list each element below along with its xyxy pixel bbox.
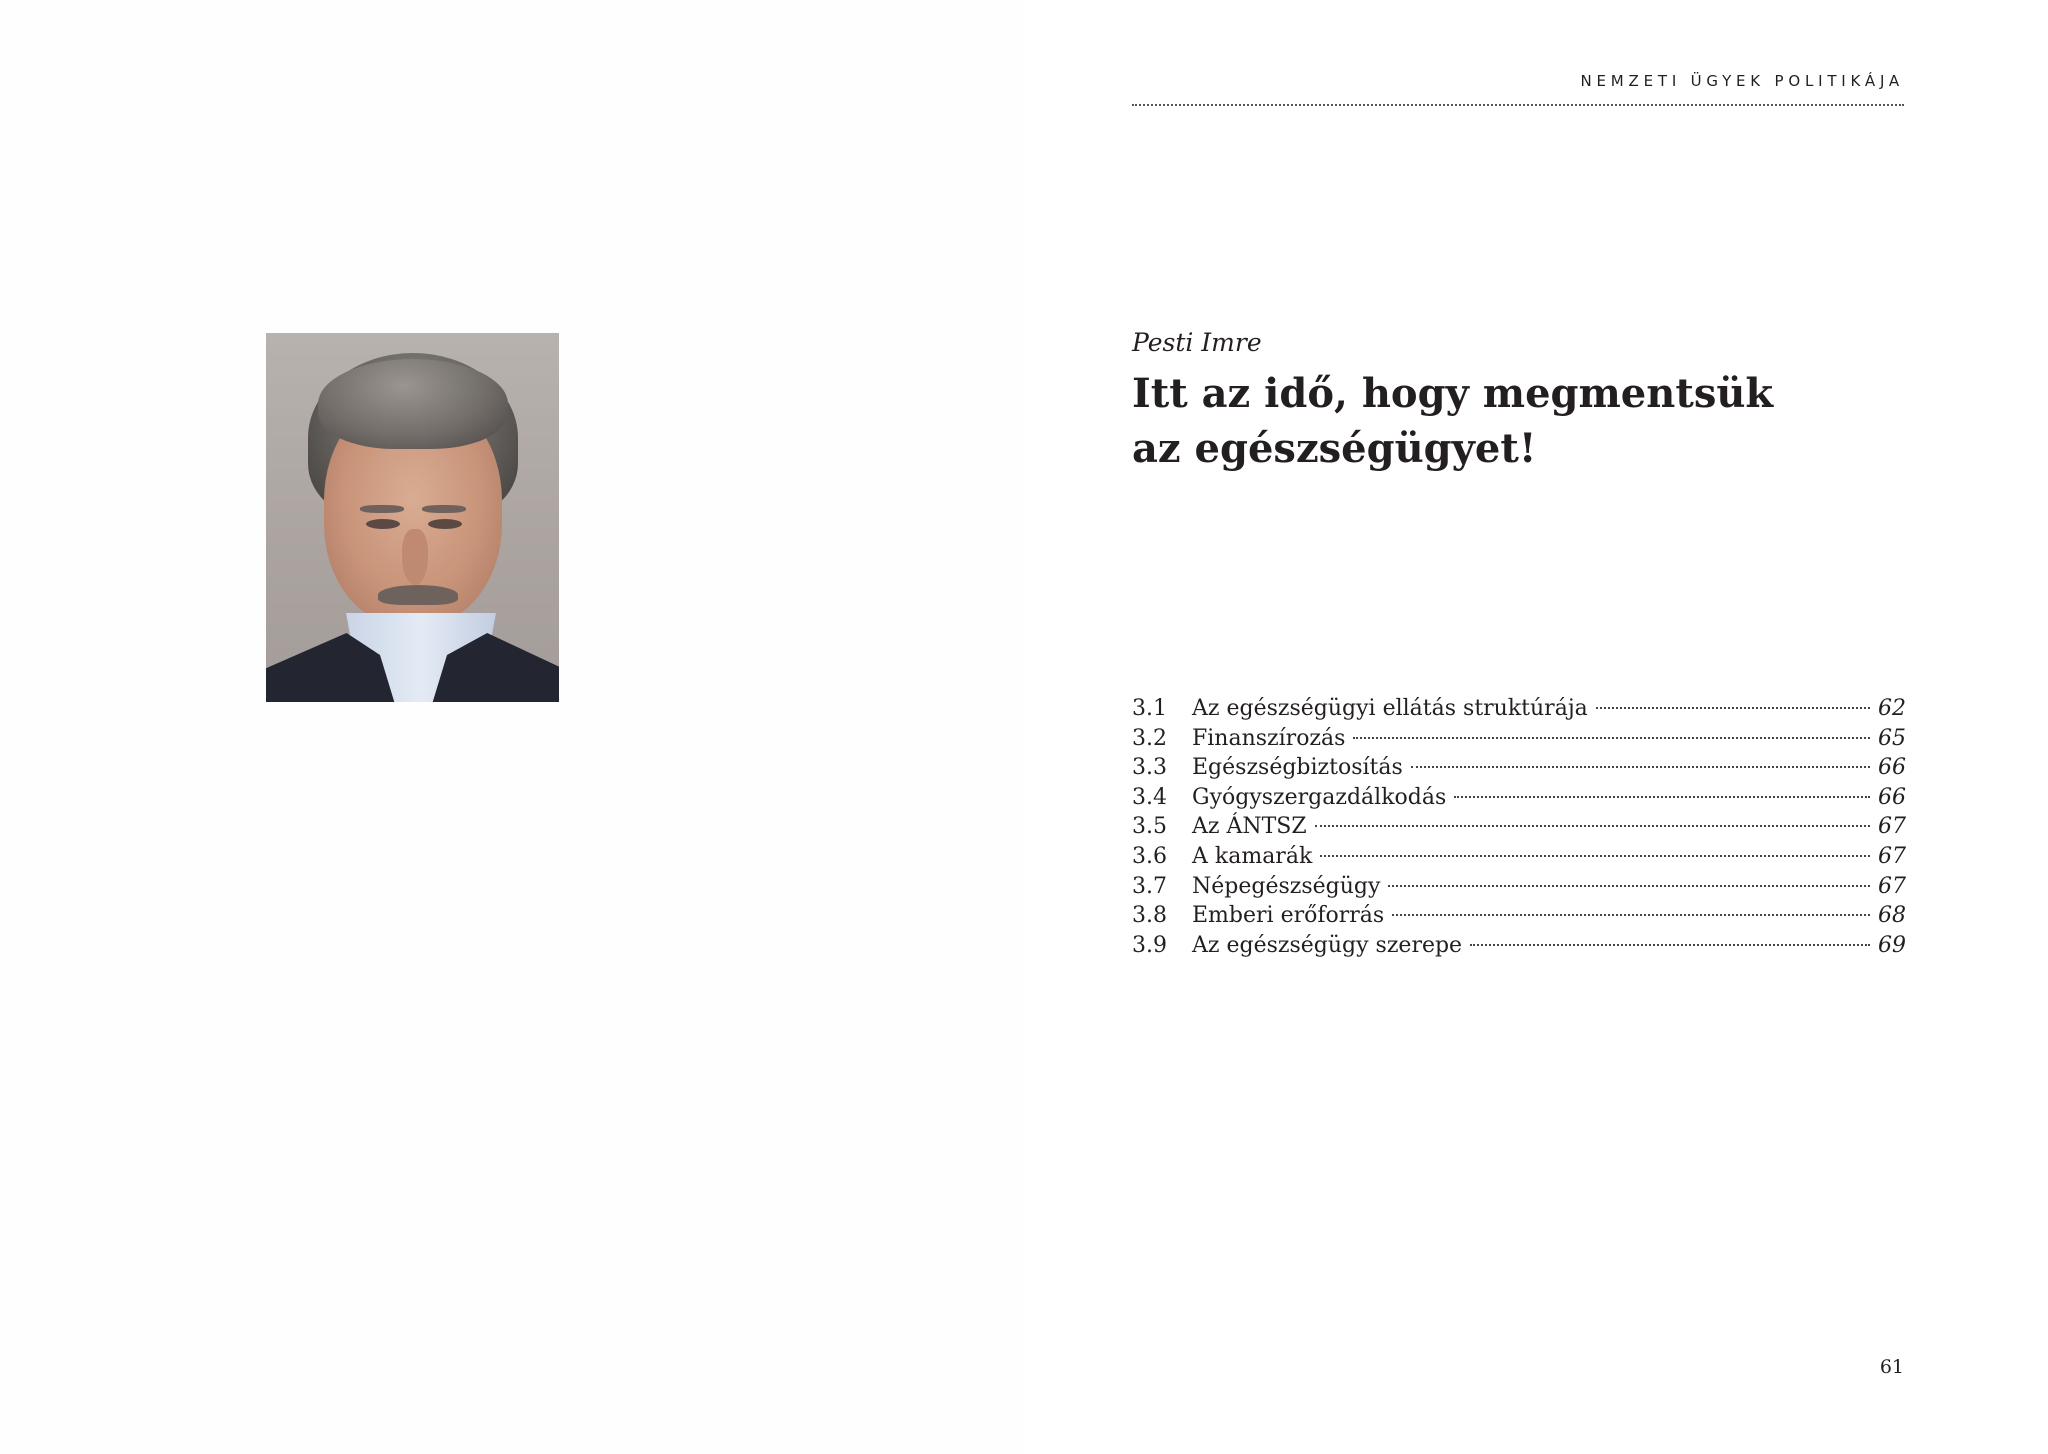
toc-item-3-4[interactable] — [1132, 785, 1904, 815]
table-of-contents — [1132, 696, 1904, 962]
toc-item-number: 3.4 — [1132, 784, 1167, 810]
toc-dot-leader — [1320, 855, 1870, 857]
portrait-mustache — [378, 585, 458, 605]
chapter-title-line-1: Itt az idő, hogy megmentsük — [1132, 370, 1774, 417]
page-number: 61 — [1879, 1356, 1904, 1378]
toc-item-page: 65 — [1878, 725, 1906, 751]
toc-item-title: Finanszírozás — [1192, 725, 1346, 751]
toc-dot-leader — [1388, 885, 1870, 887]
toc-item-3-8[interactable] — [1132, 903, 1904, 933]
toc-dot-leader — [1470, 944, 1870, 946]
toc-item-title: Az egészségügy szerepe — [1192, 932, 1463, 958]
toc-item-title: Az egészségügyi ellátás struktúrája — [1192, 696, 1588, 721]
toc-dot-leader — [1315, 825, 1870, 827]
toc-dot-leader — [1353, 737, 1870, 739]
toc-item-3-6[interactable] — [1132, 844, 1904, 874]
toc-item-title: Az ÁNTSZ — [1192, 814, 1307, 840]
toc-item-number: 3.5 — [1132, 814, 1167, 840]
toc-item-title: Népegészségügy — [1192, 873, 1381, 899]
toc-item-3-7[interactable] — [1132, 874, 1904, 904]
toc-item-page: 66 — [1878, 784, 1906, 810]
chapter-title — [1132, 366, 1832, 476]
toc-item-number: 3.7 — [1132, 873, 1167, 899]
toc-item-page: 62 — [1878, 696, 1906, 721]
toc-item-number: 3.6 — [1132, 843, 1167, 869]
toc-item-title: Gyógyszergazdálkodás — [1192, 784, 1447, 810]
toc-item-number: 3.3 — [1132, 755, 1167, 781]
toc-dot-leader — [1454, 796, 1870, 798]
header-dotted-rule — [1132, 104, 1904, 106]
toc-dot-leader — [1596, 707, 1870, 709]
chapter-title-line-2: az egészségügyet! — [1132, 425, 1537, 472]
toc-dot-leader — [1392, 914, 1870, 916]
chapter-author: Pesti Imre — [1132, 328, 1262, 357]
toc-item-3-5[interactable] — [1132, 814, 1904, 844]
toc-item-number: 3.2 — [1132, 725, 1167, 751]
portrait-eye-left — [366, 519, 400, 529]
toc-item-page: 67 — [1878, 814, 1906, 840]
running-header: NEMZETI ÜGYEK POLITIKÁJA — [1580, 72, 1904, 90]
toc-item-number: 3.8 — [1132, 903, 1167, 929]
toc-item-page: 66 — [1878, 755, 1906, 781]
toc-item-title: Egészségbiztosítás — [1192, 755, 1403, 781]
portrait-fringe — [318, 359, 508, 449]
toc-dot-leader — [1411, 766, 1870, 768]
toc-item-title: Emberi erőforrás — [1192, 903, 1385, 929]
toc-item-3-9[interactable] — [1132, 933, 1904, 963]
portrait-brow-left — [360, 505, 404, 513]
portrait-brow-right — [422, 505, 466, 513]
toc-item-number: 3.9 — [1132, 932, 1167, 958]
toc-item-3-2[interactable] — [1132, 726, 1904, 756]
toc-item-3-3[interactable] — [1132, 755, 1904, 785]
portrait-nose — [402, 529, 428, 585]
toc-item-page: 68 — [1878, 903, 1906, 929]
toc-item-3-1[interactable] — [1132, 696, 1904, 726]
author-portrait-photo — [266, 333, 559, 702]
toc-item-page: 69 — [1878, 932, 1906, 958]
portrait-eye-right — [428, 519, 462, 529]
toc-item-page: 67 — [1878, 843, 1906, 869]
toc-item-title: A kamarák — [1192, 843, 1313, 869]
toc-item-number: 3.1 — [1132, 696, 1167, 721]
toc-item-page: 67 — [1878, 873, 1906, 899]
